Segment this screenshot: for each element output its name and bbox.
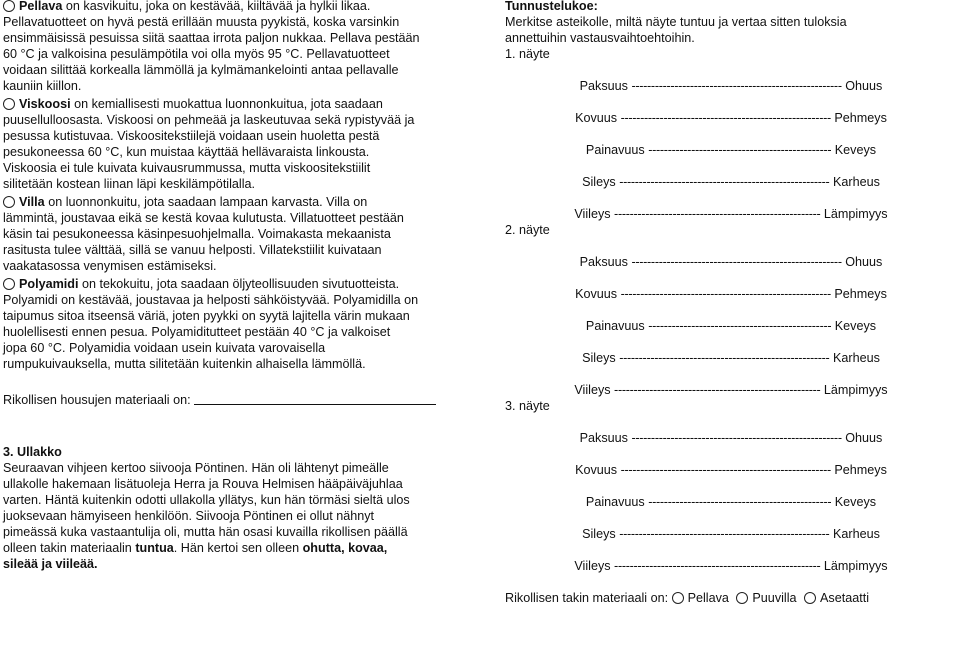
ullakko-title-text: 3. Ullakko: [3, 445, 62, 459]
polyamidi-text-2: taipumus sitoa itseensä väriä, joten pyykki on syytä lajitella värin mukaan: [3, 309, 410, 323]
scale-left-label: Viileys: [574, 559, 611, 573]
scale-right-label: Ohuus: [845, 431, 883, 445]
scale-left-label: Sileys: [582, 527, 616, 541]
ullakko-title: [3, 444, 459, 460]
villa-text-2: käsin tai pesukoneessa käsinpesuohjelmalla. Voimakasta mekaanista: [3, 227, 391, 241]
pellava-name: Pellava: [19, 0, 63, 13]
villa-text-3: rasitusta tulee välttää, sillä se vanuu helposti. Villatekstiilit kuivataan: [3, 243, 382, 257]
scale-left-label: Viileys: [574, 383, 611, 397]
polyamidi-radio[interactable]: [3, 278, 15, 290]
sample-1-scale-viileys[interactable]: [505, 206, 957, 222]
ullakko-line-0: Seuraavan vihjeen kertoo siivooja Pöntinen. Hän oli lähtenyt pimeälle: [3, 461, 389, 475]
scale-dashes: ------------------------------------------------------: [620, 287, 831, 301]
viskoosi-text-0: on kemiallisesti muokattua luonnonkuitua, jota saadaan: [74, 97, 383, 111]
sample-1-scale-kovuus[interactable]: [505, 110, 957, 126]
villa-name: Villa: [19, 195, 45, 209]
scale-dashes: -----------------------------------------------------: [614, 559, 821, 573]
viskoosi-text-2: pesussa kutistuvaa. Viskoositekstiilejä voidaan usein huoletta pestä: [3, 129, 380, 143]
sample-1-label: 1. näyte: [505, 47, 550, 61]
scale-left-label: Paksuus: [579, 79, 628, 93]
polyamidi-name: Polyamidi: [19, 277, 79, 291]
scale-right-label: Pehmeys: [834, 463, 887, 477]
pellava-text-0: on kasvikuitu, joka on kestävää, kiiltävää ja hylkii likaa.: [65, 0, 371, 13]
scale-right-label: Ohuus: [845, 79, 883, 93]
scale-dashes: ------------------------------------------------------: [619, 527, 830, 541]
scale-right-label: Lämpimyys: [823, 559, 888, 573]
viskoosi-text-5: silitetään kostean liinan läpi keskilämpötilalla.: [3, 177, 256, 191]
tunnustelukoe-heading-text: Tunnustelukoe:: [505, 0, 598, 13]
polyamidi-paragraph: [3, 276, 459, 292]
polyamidi-text-4: jopa 60 °C. Polyamidia voidaan usein kuivata varovaisella: [3, 341, 326, 355]
villa-text-1: lämmintä, joustavaa eikä se kestä kovaa kulutusta. Villatuotteet pestään: [3, 211, 404, 225]
housut-answer-row: [3, 392, 459, 408]
sample-2-scale-sileys[interactable]: [505, 350, 957, 366]
pellava-text-1: Pellavatuotteet on hyvä pestä erillään muusta pyykistä, koska varsinkin: [3, 15, 400, 29]
scale-dashes: ------------------------------------------------------: [620, 463, 831, 477]
takki-option-asetaatti[interactable]: Asetaatti: [820, 591, 870, 605]
housut-answer-line[interactable]: [194, 392, 436, 405]
scale-right-label: Lämpimyys: [823, 383, 888, 397]
scale-right-label: Pehmeys: [834, 287, 887, 301]
viskoosi-text-4: Viskoosia ei tule kuivata kuivausrummussa, mutta viskoositekstiilit: [3, 161, 371, 175]
ullakko-bold-ohutta: ohutta, kovaa,: [302, 541, 388, 555]
scale-dashes: ------------------------------------------------------: [619, 175, 830, 189]
scale-dashes: -----------------------------------------------: [648, 143, 832, 157]
scale-dashes: ------------------------------------------------------: [631, 431, 842, 445]
villa-paragraph: [3, 194, 459, 210]
villa-radio[interactable]: [3, 196, 15, 208]
sample-1-scale-sileys[interactable]: [505, 174, 957, 190]
sample-2-scale-viileys[interactable]: [505, 382, 957, 398]
sample-3-label: 3. näyte: [505, 399, 550, 413]
pellava-text-5: kauniin kiillon.: [3, 79, 82, 93]
scale-left-label: Sileys: [582, 175, 616, 189]
right-column: [505, 0, 957, 606]
scale-dashes: -----------------------------------------------: [648, 319, 832, 333]
sample-2-scale-kovuus[interactable]: [505, 286, 957, 302]
scale-left-label: Paksuus: [579, 255, 628, 269]
scale-left-label: Painavuus: [585, 495, 645, 509]
scale-dashes: -----------------------------------------------------: [614, 383, 821, 397]
pellava-paragraph: [3, 0, 459, 14]
ullakko-bold-sileaa: sileää ja viileää.: [3, 557, 98, 571]
scale-right-label: Keveys: [834, 495, 877, 509]
scale-left-label: Kovuus: [575, 287, 618, 301]
scale-left-label: Painavuus: [585, 319, 645, 333]
takki-option-pellava-radio[interactable]: [672, 592, 684, 604]
scale-left-label: Painavuus: [585, 143, 645, 157]
tunnustelukoe-heading: [505, 0, 957, 14]
scale-dashes: -----------------------------------------------------: [614, 207, 821, 221]
ullakko-line-4: pimeässä kuka vastaantulija oli, mutta hän osasi kuvailla rikollisen päällä: [3, 525, 408, 539]
housut-label: Rikollisen housujen materiaali on:: [3, 393, 191, 407]
ullakko-line-2: varten. Häntä kuitenkin odotti ullakolla yllätys, kun hän törmäsi sieltä ulos: [3, 493, 410, 507]
scale-left-label: Kovuus: [575, 463, 618, 477]
scale-right-label: Karheus: [832, 351, 880, 365]
takki-option-puuvilla-radio[interactable]: [736, 592, 748, 604]
ullakko-final: [3, 556, 459, 572]
scale-right-label: Karheus: [832, 527, 880, 541]
scale-right-label: Karheus: [832, 175, 880, 189]
scale-left-label: Paksuus: [579, 431, 628, 445]
takki-option-puuvilla[interactable]: Puuvilla: [752, 591, 797, 605]
ullakko-line-5-mid: . Hän kertoi sen olleen: [173, 541, 300, 555]
ullakko-bold-tuntua: tuntua: [135, 541, 174, 555]
sample-2-label: 2. näyte: [505, 223, 550, 237]
sample-3-scale-paksuus[interactable]: [505, 430, 957, 446]
pellava-text-3: 60 °C ja valkoisina pesulämpötila voi olla myös 95 °C. Pellavatuotteet: [3, 47, 390, 61]
sample-1-scale-painavuus[interactable]: [505, 142, 957, 158]
polyamidi-text-5: rumpukuivauksella, mutta silitetään kuitenkin alhaisella lämmöllä.: [3, 357, 366, 371]
scale-dashes: ------------------------------------------------------: [631, 255, 842, 269]
ullakko-line-5-text: olleen takin materiaalin: [3, 541, 132, 555]
scale-dashes: -----------------------------------------------: [648, 495, 832, 509]
polyamidi-text-0: on tekokuitu, jota saadaan öljyteollisuuden sivutuotteista.: [82, 277, 400, 291]
sample-2-scale-painavuus[interactable]: [505, 318, 957, 334]
polyamidi-text-1: Polyamidi on kestävää, joustavaa ja helposti sähköistyvää. Polyamidilla on: [3, 293, 419, 307]
pellava-text-4: voidaan silittää korkealla lämmöllä ja kylmämankelointi antaa pellavalle: [3, 63, 399, 77]
ullakko-line-1: ullakolle hakemaan lisätuoleja Herra ja Rouva Helmisen hääpäiväjuhlaa: [3, 477, 403, 491]
viskoosi-text-3: pesukoneessa 60 °C, kun muistaa käyttää hellävaraista linkousta.: [3, 145, 370, 159]
villa-text-0: on luonnonkuitu, jota saadaan lampaan karvasta. Villa on: [48, 195, 368, 209]
takki-option-asetaatti-radio[interactable]: [804, 592, 816, 604]
sample-3-scale-kovuus[interactable]: [505, 462, 957, 478]
scale-left-label: Viileys: [574, 207, 611, 221]
scale-dashes: ------------------------------------------------------: [619, 351, 830, 365]
viskoosi-name: Viskoosi: [19, 97, 71, 111]
ullakko-line-5: [3, 540, 459, 556]
pellava-text-2: ensimmäisissä pesuissa siitä saattaa irrota paljon nukkaa. Pellava pestään: [3, 31, 420, 45]
instruction-line-1: annettuihin vastausvaihtoehtoihin.: [505, 31, 695, 45]
scale-right-label: Ohuus: [845, 255, 883, 269]
takki-label: Rikollisen takin materiaali on:: [505, 591, 669, 605]
villa-text-4: vaakatasossa venymisen estämiseksi.: [3, 259, 217, 273]
pellava-radio[interactable]: [3, 0, 15, 12]
sample-3-scale-viileys[interactable]: [505, 558, 957, 574]
viskoosi-paragraph: [3, 96, 459, 112]
scale-left-label: Kovuus: [575, 111, 618, 125]
scale-left-label: Sileys: [582, 351, 616, 365]
left-column: [3, 0, 459, 572]
scale-right-label: Pehmeys: [834, 111, 887, 125]
scale-right-label: Keveys: [834, 143, 877, 157]
sample-3-scale-sileys[interactable]: [505, 526, 957, 542]
ullakko-line-3: juoksevaan hämyiseen henkilöön. Siivooja Pöntinen ei ollut nähnyt: [3, 509, 375, 523]
takki-option-pellava[interactable]: Pellava: [687, 591, 729, 605]
scale-dashes: ------------------------------------------------------: [631, 79, 842, 93]
scale-dashes: ------------------------------------------------------: [620, 111, 831, 125]
sample-1-scale-paksuus[interactable]: [505, 78, 957, 94]
polyamidi-text-3: huolellisesti ennen pesua. Polyamiditutteet pestään 40 °C ja valkoiset: [3, 325, 391, 339]
sample-3-scale-painavuus[interactable]: [505, 494, 957, 510]
scale-right-label: Lämpimyys: [823, 207, 888, 221]
takki-answer-row: [505, 590, 957, 606]
scale-right-label: Keveys: [834, 319, 877, 333]
viskoosi-radio[interactable]: [3, 98, 15, 110]
sample-2-scale-paksuus[interactable]: [505, 254, 957, 270]
viskoosi-text-1: puusellulloosasta. Viskoosi on pehmeää ja laskeutuvaa sekä rypistyvää ja: [3, 113, 415, 127]
instruction-line-0: Merkitse asteikolle, miltä näyte tuntuu ja vertaa sitten tuloksia: [505, 15, 847, 29]
